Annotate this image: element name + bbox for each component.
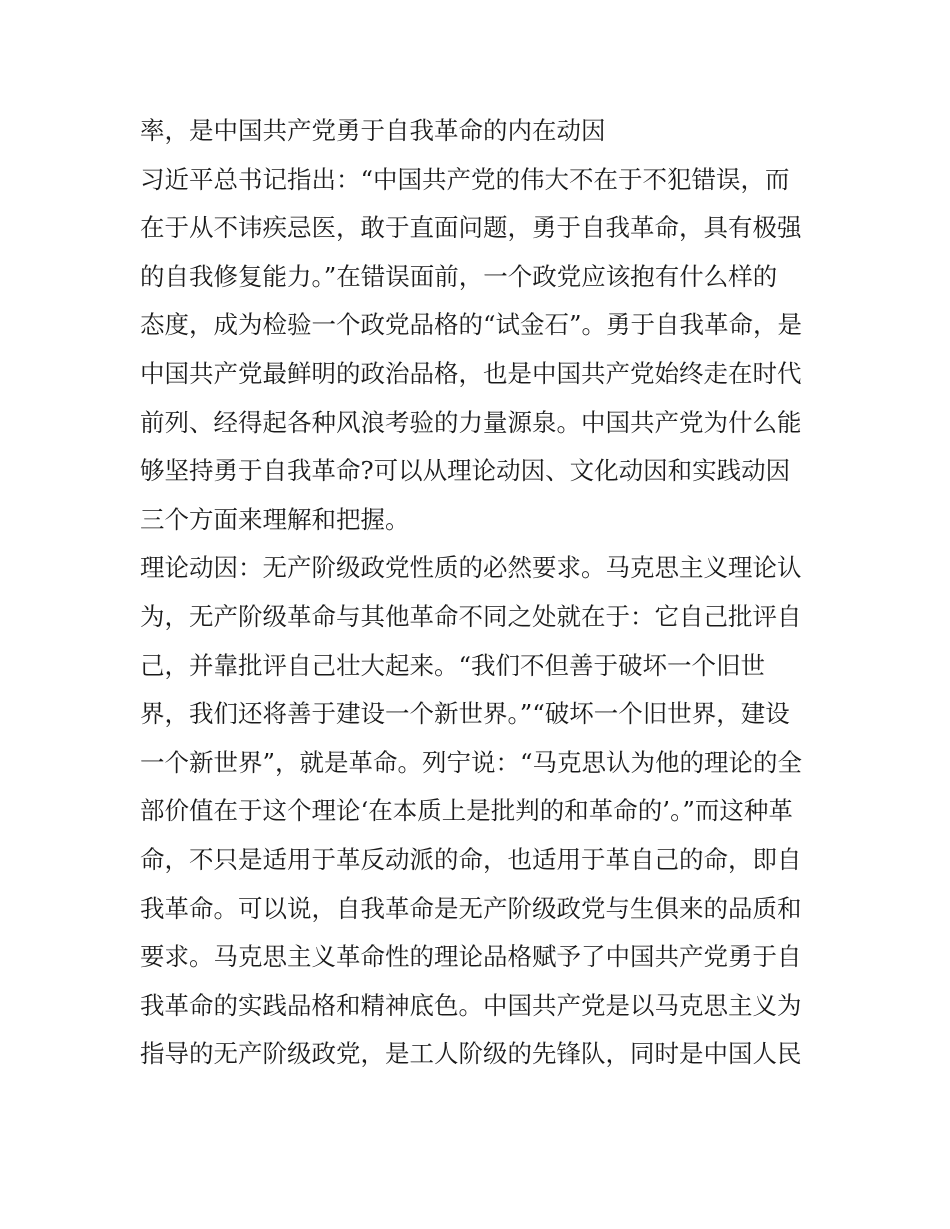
body-text bbox=[140, 107, 820, 1079]
text-line: 理论动因：无产阶级政党性质的必然要求。马克思主义理论认 bbox=[140, 553, 802, 583]
text-line: 一个新世界”，就是革命。列宁说：“马克思认为他的理论的全 bbox=[140, 747, 803, 777]
text-line: 己，并靠批评自己壮大起来。“我们不但善于破坏一个旧世 bbox=[140, 650, 766, 680]
text-line: 在于从不讳疾忌医，敢于直面问题，勇于自我革命，具有极强 bbox=[140, 213, 802, 243]
text-line: 中国共产党最鲜明的政治品格，也是中国共产党始终走在时代 bbox=[140, 358, 802, 388]
text-line: 界，我们还将善于建设一个新世界。”“破坏一个旧世界，建设 bbox=[140, 699, 790, 729]
text-line: 率，是中国共产党勇于自我革命的内在动因 bbox=[140, 116, 606, 145]
text-line: 的自我修复能力。”在错误面前，一个政党应该抱有什么样的 bbox=[140, 261, 778, 291]
text-line: 部价值在于这个理论‘在本质上是批判的和革命的’。”而这种革 bbox=[140, 796, 793, 826]
text-line: 态度，成为检验一个政党品格的“试金石”。勇于自我革命，是 bbox=[140, 310, 803, 340]
text-line: 够坚持勇于自我革命?可以从理论动因、文化动因和实践动因 bbox=[140, 456, 791, 486]
text-line: 三个方面来理解和把握。 bbox=[140, 504, 410, 534]
text-line: 指导的无产阶级政党，是工人阶级的先锋队，同时是中国人民 bbox=[140, 1039, 802, 1069]
text-line: 要求。马克思主义革命性的理论品格赋予了中国共产党勇于自 bbox=[140, 942, 802, 972]
text-line: 习近平总书记指出：“中国共产党的伟大不在于不犯错误，而 bbox=[140, 164, 790, 194]
text-line: 我革命。可以说，自我革命是无产阶级政党与生俱来的品质和 bbox=[140, 893, 802, 923]
text-line: 我革命的实践品格和精神底色。中国共产党是以马克思主义为 bbox=[140, 990, 802, 1020]
text-line: 前列、经得起各种风浪考验的力量源泉。中国共产党为什么能 bbox=[140, 407, 802, 437]
text-line: 命，不只是适用于革反动派的命，也适用于革自己的命，即自 bbox=[140, 844, 802, 874]
text-line: 为，无产阶级革命与其他革命不同之处就在于：它自己批评自 bbox=[140, 601, 802, 631]
